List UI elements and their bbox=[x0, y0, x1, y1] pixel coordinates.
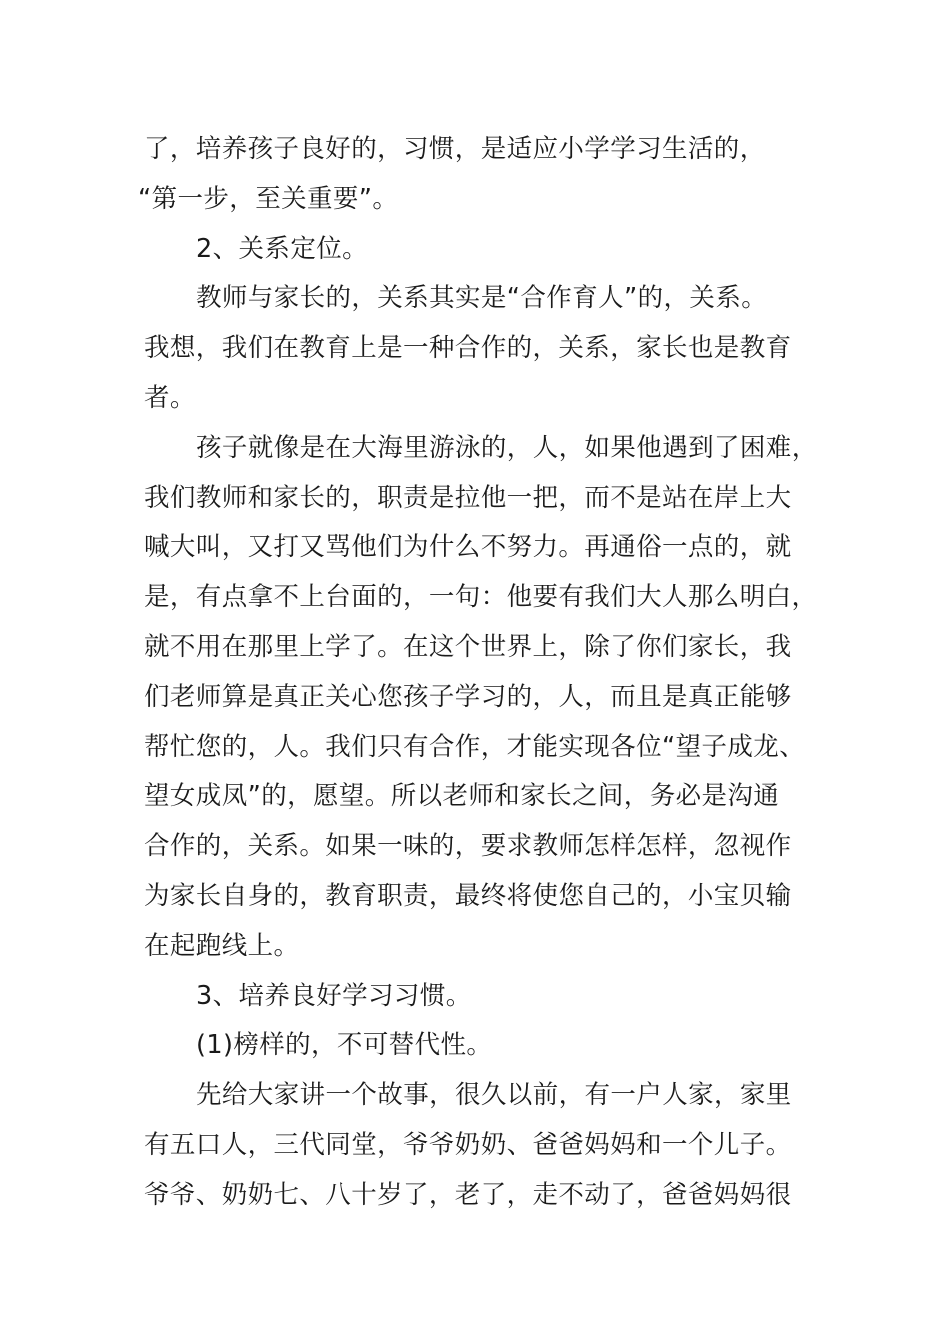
text-line: 望女成凤”的，愿望。所以老师和家长之间，务必是沟通 bbox=[144, 781, 780, 812]
text-line: 为家长自身的，教育职责，最终将使您自己的，小宝贝输 bbox=[144, 880, 792, 911]
subheading-role-model bbox=[144, 1021, 812, 1071]
paragraph-cooperation bbox=[144, 274, 812, 423]
text-line: 我们教师和家长的，职责是拉他一把，而不是站在岸上大 bbox=[144, 482, 792, 513]
text-line: 们老师算是真正关心您孩子学习的，人，而且是真正能够 bbox=[144, 681, 792, 712]
paragraph-story bbox=[144, 1071, 812, 1220]
heading-line: (1)榜样的，不可替代性。 bbox=[196, 1030, 493, 1061]
text-line: 了，培养孩子良好的，习惯，是适应小学学习生活的， bbox=[144, 134, 766, 164]
text-line: 者。 bbox=[144, 382, 196, 413]
section-heading-relationship bbox=[144, 225, 812, 275]
text-line: 教师与家长的，关系其实是“合作育人”的，关系。 bbox=[196, 283, 768, 314]
text-line: 合作的，关系。如果一味的，要求教师怎样怎样，忽视作 bbox=[144, 831, 792, 862]
text-line: 孩子就像是在大海里游泳的，人，如果他遇到了困难， bbox=[196, 432, 818, 463]
heading-line: 3、培养良好学习习惯。 bbox=[196, 980, 472, 1011]
text-line: 帮忙您的，人。我们只有合作，才能实现各位“望子成龙、 bbox=[144, 731, 806, 762]
text-line: 我想，我们在教育上是一种合作的，关系，家长也是教育 bbox=[144, 333, 792, 364]
paragraph-swimming-analogy bbox=[144, 424, 818, 972]
heading-line: 2、关系定位。 bbox=[196, 233, 369, 264]
text-line: 爷爷、奶奶七、八十岁了，老了，走不动了，爸爸妈妈很 bbox=[144, 1179, 792, 1210]
text-line: 有五口人，三代同堂，爷爷奶奶、爸爸妈妈和一个儿子。 bbox=[144, 1129, 792, 1160]
text-line: “第一步，至关重要”。 bbox=[138, 183, 399, 214]
text-line: 先给大家讲一个故事，很久以前，有一户人家，家里 bbox=[196, 1080, 792, 1111]
text-line: 是，有点拿不上台面的，一句：他要有我们大人那么明白， bbox=[144, 582, 818, 613]
section-heading-habits bbox=[144, 972, 812, 1022]
text-line: 喊大叫，又打又骂他们为什么不努力。再通俗一点的，就 bbox=[144, 532, 792, 563]
document-body bbox=[138, 125, 818, 1221]
paragraph-continuation bbox=[138, 125, 812, 225]
text-line: 就不用在那里上学了。在这个世界上，除了你们家长，我 bbox=[144, 631, 792, 662]
text-line: 在起跑线上。 bbox=[144, 930, 300, 961]
